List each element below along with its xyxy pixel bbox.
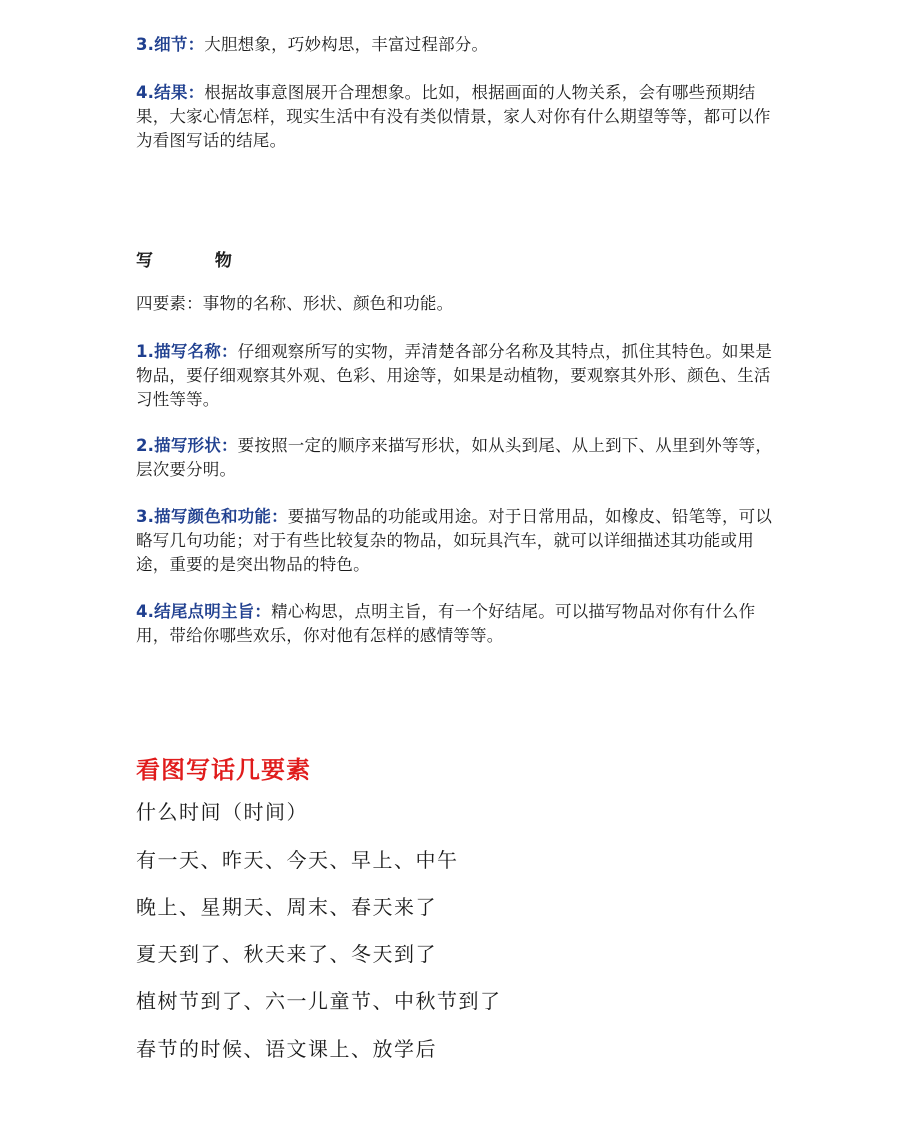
item-text: 仔细观察所写的实物，弄清楚各部分名称及其特点，抓住其特色。如果是物品，要仔细观察其外观、色彩、用途等，如果是动植物，要观察其外形、颜色、生活习性等等。 [136,342,773,409]
elements-line: 春节的时候、语文课上、放学后 [136,1037,437,1061]
object-item-ending [136,600,776,648]
item-heading: 2.描写形状： [136,436,238,455]
item-text: 根据故事意图展开合理想象。比如，根据画面的人物关系，会有哪些预期结果，大家心情怎样，现实生活中有没有类似情景，家人对你有什么期望等等，都可以作为看图写话的结尾。 [136,83,771,150]
item-text: 精心构思，点明主旨，有一个好结尾。可以描写物品对你有什么作用，带给你哪些欢乐，你对他有怎样的感情等等。 [136,602,756,645]
elements-line: 植树节到了、六一儿童节、中秋节到了 [136,989,502,1013]
item-text: 要描写物品的功能或用途。对于日常用品，如橡皮、铅笔等，可以略写几句功能；对于有些比较复杂的物品，如玩具汽车，就可以详细描述其功能或用途，重要的是突出物品的特色。 [136,507,773,574]
detail-paragraph [136,33,776,57]
object-item-color-function [136,505,776,577]
item-text: 大胆想象，巧妙构思，丰富过程部分。 [204,35,489,54]
elements-line: 有一天、昨天、今天、早上、中午 [136,848,459,872]
item-text: 要按照一定的顺序来描写形状，如从头到尾、从上到下、从里到外等等，层次要分明。 [136,436,773,479]
object-item-shape [136,434,776,482]
item-heading: 4.结果： [136,83,205,102]
object-intro: 四要素：事物的名称、形状、颜色和功能。 [136,294,454,313]
elements-line: 什么时间（时间） [136,800,308,824]
item-heading: 3.细节： [136,35,205,54]
elements-line: 夏天到了、秋天来了、冬天到了 [136,942,437,966]
item-heading: 3.描写颜色和功能： [136,507,288,526]
object-item-name [136,340,776,412]
item-heading: 1.描写名称： [136,342,238,361]
elements-line: 晚上、星期天、周末、春天来了 [136,895,437,919]
result-paragraph [136,81,776,153]
item-heading: 4.结尾点明主旨： [136,602,272,621]
elements-heading: 看图写话几要素 [136,756,311,784]
section-title-object: 写 物 [136,251,260,271]
